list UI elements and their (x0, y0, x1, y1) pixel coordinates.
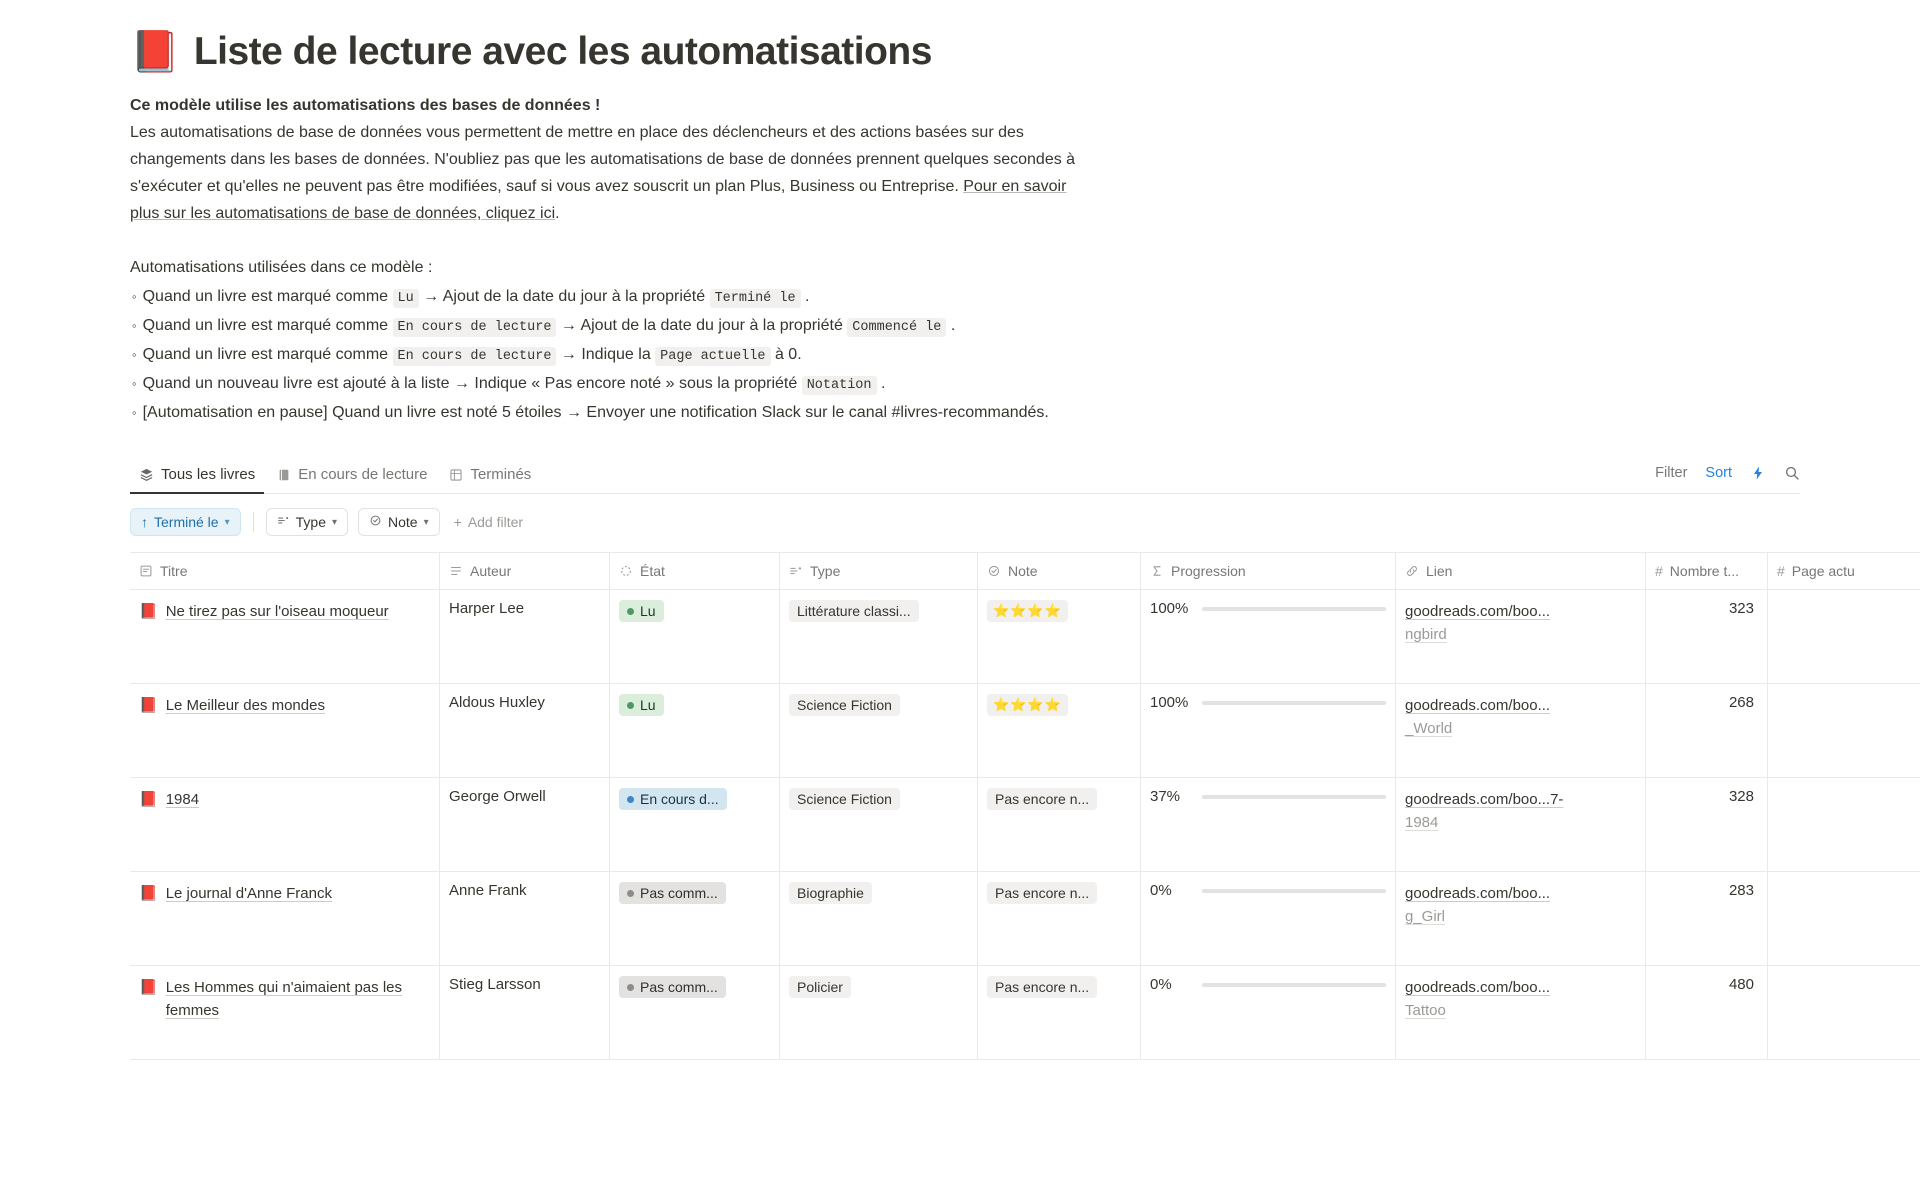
cell-auteur[interactable]: Harper Lee (440, 590, 610, 683)
page-header (130, 30, 1920, 74)
progress-bar (1202, 889, 1386, 893)
automation-text: Quand un livre est marqué comme (142, 317, 393, 334)
tab-label: Tous les livres (161, 466, 256, 483)
layers-icon (139, 467, 154, 482)
view-tabs (130, 460, 540, 493)
column-header-lien[interactable] (1396, 553, 1646, 589)
table-body (130, 590, 1920, 1060)
automation-text: → Ajout de la date du jour à la propriété (418, 288, 710, 305)
progress-label: 100% (1150, 600, 1189, 617)
cell-note[interactable] (978, 590, 1141, 683)
cell-nombre-total[interactable] (1646, 684, 1768, 777)
automation-text: → Indique la (556, 346, 656, 363)
status-label: Pas comm... (640, 885, 718, 901)
cell-auteur[interactable]: Stieg Larsson (440, 966, 610, 1059)
status-dot-icon (627, 984, 634, 991)
rating-badge: Pas encore n... (987, 882, 1097, 904)
rating-badge: Pas encore n... (987, 976, 1097, 998)
cell-type[interactable] (780, 684, 978, 777)
status-icon (619, 564, 633, 578)
intro-block (130, 92, 1085, 227)
cell-titre[interactable] (130, 872, 440, 965)
book-icon: 📕 (139, 885, 158, 902)
automation-text: Quand un livre est marqué comme (142, 346, 393, 363)
filter-chip-note[interactable] (358, 508, 440, 536)
cell-nombre-total[interactable] (1646, 778, 1768, 871)
link-text[interactable]: goodreads.com/boo...7- (1405, 791, 1564, 808)
book-icon: 📕 (139, 603, 158, 620)
progress-label: 0% (1150, 882, 1172, 899)
automation-text: Quand un livre est marqué comme (142, 288, 393, 305)
cell-note[interactable] (978, 872, 1141, 965)
cell-page-actuelle[interactable] (1768, 778, 1918, 871)
automation-text: . (876, 375, 886, 392)
column-label: Titre (160, 563, 188, 579)
filter-chip-label: Type (295, 514, 326, 530)
row-title[interactable]: Le journal d'Anne Franck (165, 885, 332, 902)
cell-auteur[interactable]: Aldous Huxley (440, 684, 610, 777)
sort-arrow-icon: ↑ (141, 514, 148, 530)
intro-paragraph: Les automatisations de base de données vous permettent de mettre en place des déclencheurs et des actions basées sur des changements dans les bases de données. N'oubliez pas que les automatisations de base de données prennent quelques secondes à s'exécuter et qu'elles ne peuvent pas être modifiées, sauf si vous avez souscrit un plan Plus, Business ou Entreprise. (130, 124, 1076, 195)
column-label: Nombre t... (1669, 563, 1740, 579)
select-icon (369, 514, 382, 530)
book-icon: 📕 (139, 697, 158, 714)
status-label: En cours d... (640, 791, 719, 807)
automations-section-title-text: Automatisations utilisées dans ce modèle : (130, 259, 433, 276)
row-title[interactable]: Les Hommes qui n'aimaient pas les femmes (165, 979, 402, 1019)
rating-badge: ⭐⭐⭐⭐ (987, 694, 1068, 716)
progress-label: 100% (1150, 694, 1189, 711)
automation-code: Commencé le (847, 318, 946, 337)
column-header-titre[interactable] (130, 553, 440, 589)
automation-code: Terminé le (710, 289, 801, 308)
link-icon (1405, 564, 1419, 578)
automations-list (130, 283, 1110, 426)
column-label: Progression (1171, 563, 1246, 579)
automations-doc-link[interactable]: Pour en savoir plus sur les automatisations de base de données, cliquez ici (130, 178, 1067, 222)
cell-lien[interactable] (1396, 966, 1646, 1059)
number-value: 268 (1728, 694, 1754, 711)
link-text-continued[interactable]: g_Girl (1405, 908, 1446, 925)
type-badge: Littérature classi... (789, 600, 919, 622)
multiselect-icon (277, 514, 290, 530)
cell-page-actuelle[interactable] (1768, 590, 1918, 683)
automation-text: . (800, 288, 810, 305)
progress-label: 0% (1150, 976, 1172, 993)
status-label: Pas comm... (640, 979, 718, 995)
cell-progression[interactable] (1141, 872, 1396, 965)
add-filter-label: Add filter (467, 514, 524, 530)
column-header-etat[interactable] (610, 553, 780, 589)
link-text[interactable]: goodreads.com/boo... (1405, 885, 1551, 902)
status-dot-icon (627, 702, 634, 709)
cell-note[interactable] (978, 966, 1141, 1059)
row-title[interactable]: Le Meilleur des mondes (165, 697, 325, 714)
row-title[interactable]: 1984 (165, 791, 200, 808)
link-text-continued[interactable]: _World (1405, 720, 1453, 737)
status-label: Lu (640, 697, 656, 713)
cell-nombre-total[interactable] (1646, 590, 1768, 683)
page-title: Liste de lecture avec les automatisations (193, 30, 932, 73)
cell-page-actuelle[interactable] (1768, 872, 1918, 965)
book-emoji-icon: 📕 (130, 30, 180, 74)
cell-etat[interactable] (610, 966, 780, 1059)
column-label: Note (1008, 563, 1038, 579)
column-header-note[interactable] (978, 553, 1141, 589)
chevron-down-icon: ▾ (423, 516, 429, 528)
cell-type[interactable] (780, 966, 978, 1059)
column-header-progression[interactable] (1141, 553, 1396, 589)
status-dot-icon (627, 890, 634, 897)
cell-auteur[interactable]: Anne Frank (440, 872, 610, 965)
automation-code: En cours de lecture (393, 347, 557, 366)
automation-text: → Ajout de la date du jour à la propriété (556, 317, 848, 334)
progress-label: 37% (1150, 788, 1181, 805)
cell-page-actuelle[interactable] (1768, 966, 1918, 1059)
column-header-nombre-total[interactable] (1646, 553, 1768, 589)
status-dot-icon (627, 608, 634, 615)
link-text-continued[interactable]: 1984 (1405, 814, 1439, 831)
automation-item: ◦ Quand un livre est marqué comme En cours de lecture → Ajout de la date du jour à la propriété Commencé le . (132, 317, 956, 335)
filter-button[interactable]: Filter (1655, 464, 1688, 481)
tab-termines[interactable] (440, 460, 540, 493)
status-label: Lu (640, 603, 656, 619)
column-header-type[interactable] (780, 553, 978, 589)
rating-badge: Pas encore n... (987, 788, 1097, 810)
cell-progression[interactable] (1141, 966, 1396, 1059)
cell-etat[interactable] (610, 684, 780, 777)
view-tools (1655, 465, 1800, 489)
cell-titre[interactable] (130, 684, 440, 777)
type-badge: Biographie (789, 882, 872, 904)
intro-paragraph-end: . (555, 205, 560, 222)
cell-titre[interactable] (130, 590, 440, 683)
column-header-page-actuelle[interactable] (1768, 553, 1918, 589)
book-icon (277, 468, 291, 482)
progress-bar (1202, 607, 1386, 611)
chevron-down-icon: ▾ (224, 516, 230, 528)
status-dot-icon (627, 796, 634, 803)
row-title[interactable]: Ne tirez pas sur l'oiseau moqueur (165, 603, 389, 620)
cell-lien[interactable] (1396, 684, 1646, 777)
type-badge: Science Fiction (789, 694, 900, 716)
status-badge (619, 694, 664, 716)
title-icon (139, 564, 153, 578)
column-label: État (640, 563, 665, 579)
progress-bar (1202, 795, 1386, 799)
status-badge (619, 976, 726, 998)
cell-note[interactable] (978, 684, 1141, 777)
column-header-auteur[interactable] (440, 553, 610, 589)
progress-bar (1202, 701, 1386, 705)
sort-chip-label: Terminé le (154, 514, 219, 530)
cell-nombre-total[interactable] (1646, 872, 1768, 965)
intro-lead: Ce modèle utilise les automatisations des bases de données ! (130, 97, 601, 114)
table-row[interactable] (130, 684, 1920, 778)
table-row[interactable] (130, 590, 1920, 684)
filter-bar (130, 508, 1920, 536)
cell-etat[interactable] (610, 590, 780, 683)
status-badge (619, 788, 727, 810)
cell-note[interactable] (978, 778, 1141, 871)
table-header-row (130, 553, 1920, 590)
chevron-down-icon: ▾ (331, 516, 338, 528)
cell-etat[interactable] (610, 778, 780, 871)
automation-text: . (946, 317, 956, 334)
database-toolbar (130, 460, 1800, 494)
cell-nombre-total[interactable] (1646, 966, 1768, 1059)
sigma-icon (1150, 564, 1164, 578)
link-text[interactable]: goodreads.com/boo... (1405, 979, 1551, 996)
automation-code: Page actuelle (655, 347, 770, 366)
cell-titre[interactable] (130, 966, 440, 1059)
cell-page-actuelle[interactable] (1768, 684, 1918, 777)
book-icon: 📕 (139, 979, 158, 996)
cell-titre[interactable] (130, 778, 440, 871)
book-icon: 📕 (139, 791, 158, 808)
automation-code: En cours de lecture (393, 318, 557, 337)
number-value: 480 (1728, 976, 1754, 993)
cell-type[interactable] (780, 590, 978, 683)
column-label: Page actu (1791, 563, 1855, 579)
filter-chip-type[interactable] (266, 508, 348, 536)
table-row[interactable] (130, 778, 1920, 872)
automation-code: Notation (802, 376, 877, 395)
sort-button[interactable]: Sort (1705, 464, 1732, 481)
automations-section-title (130, 254, 1920, 281)
cell-lien[interactable] (1396, 872, 1646, 965)
multiselect-icon (789, 564, 803, 578)
rating-badge: ⭐⭐⭐⭐ (987, 600, 1068, 622)
cell-lien[interactable] (1396, 590, 1646, 683)
column-label: Type (810, 563, 841, 579)
number-value: 328 (1728, 788, 1754, 805)
sort-chip-termine-le[interactable] (130, 508, 241, 536)
automation-item: ◦ Quand un nouveau livre est ajouté à la liste → Indique « Pas encore noté » sous la propriété Notation . (132, 375, 886, 393)
cell-lien[interactable] (1396, 778, 1646, 871)
number-value: 283 (1728, 882, 1754, 899)
plus-icon: + (453, 514, 462, 530)
link-text-continued[interactable]: Tattoo (1405, 1002, 1446, 1019)
lightning-icon[interactable] (1750, 465, 1766, 481)
column-label: Auteur (470, 563, 512, 579)
number-icon: # (1655, 563, 1663, 579)
table-row[interactable] (130, 966, 1920, 1060)
automation-text: [Automatisation en pause] Quand un livre est noté 5 étoiles → Envoyer une notification Slack sur le canal #livres-recommandés. (142, 404, 1049, 421)
automation-text: à 0. (770, 346, 802, 363)
tab-label: En cours de lecture (298, 466, 428, 483)
database-table (130, 552, 1920, 1060)
cell-progression[interactable] (1141, 778, 1396, 871)
add-filter-button[interactable] (450, 514, 527, 530)
status-badge (619, 882, 726, 904)
tab-tous-les-livres[interactable] (130, 460, 264, 493)
cell-auteur[interactable]: George Orwell (440, 778, 610, 871)
cell-progression[interactable] (1141, 684, 1396, 777)
select-icon (987, 564, 1001, 578)
number-icon: # (1777, 563, 1785, 579)
text-icon (449, 564, 463, 578)
automation-text: Quand un nouveau livre est ajouté à la liste → Indique « Pas encore noté » sous la propriété (142, 375, 802, 392)
automation-code: Lu (393, 289, 419, 308)
cell-type[interactable] (780, 778, 978, 871)
filter-chip-label: Note (388, 514, 418, 530)
automation-item: ◦ [Automatisation en pause] Quand un livre est noté 5 étoiles → Envoyer une notification Slack sur le canal #livres-recommandés. (132, 404, 1049, 421)
tab-label: Terminés (470, 466, 532, 483)
automation-item: ◦ Quand un livre est marqué comme Lu → Ajout de la date du jour à la propriété Terminé le . (132, 288, 810, 306)
number-value: 323 (1728, 600, 1754, 617)
tab-en-cours-de-lecture[interactable] (268, 460, 436, 493)
column-label: Lien (1426, 563, 1453, 579)
progress-bar (1202, 983, 1386, 987)
link-text[interactable]: goodreads.com/boo... (1405, 697, 1551, 714)
cell-progression[interactable] (1141, 590, 1396, 683)
link-text[interactable]: goodreads.com/boo... (1405, 603, 1551, 620)
divider (253, 512, 254, 532)
type-badge: Science Fiction (789, 788, 900, 810)
status-badge (619, 600, 664, 622)
table-row[interactable] (130, 872, 1920, 966)
search-icon[interactable] (1784, 465, 1800, 481)
cell-etat[interactable] (610, 872, 780, 965)
link-text-continued[interactable]: ngbird (1405, 626, 1447, 643)
automation-item: ◦ Quand un livre est marqué comme En cours de lecture → Indique la Page actuelle à 0. (132, 346, 802, 364)
cell-type[interactable] (780, 872, 978, 965)
type-badge: Policier (789, 976, 851, 998)
grid-icon (449, 468, 463, 482)
